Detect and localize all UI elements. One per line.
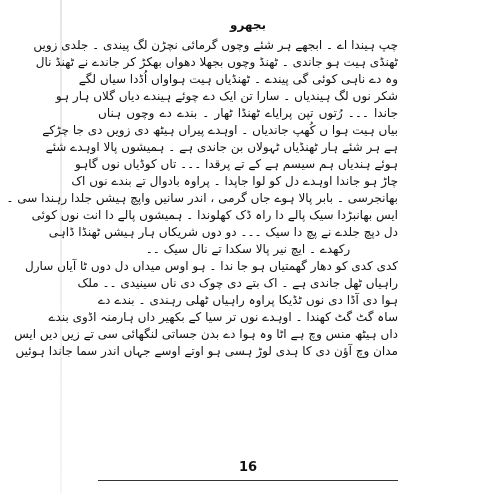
text-line-1: چپ ہیندا اے ۔ ابجھے ہر شئے وچوں گرمائی نچڑن لگ پیندی ۔ جلدی زویں (33, 38, 398, 52)
text-block (6, 18, 398, 478)
text-line-13: رکھدے ۔ ایچ نیر پالا سکدا تے نال سیک ۔۔ (145, 242, 351, 256)
text-line-10: بھانجرسی ۔ بابر پالا ہوے جاں گرمی ، اندر سانیں واپچ ہیشں جلدا رہندا سی ۔ (6, 191, 398, 205)
body-text (6, 38, 398, 359)
text-line-4: شکر نوں لگ ہیندیاں ۔ سارا تن ایک دے چوئے ہیندے دیاں گلاں ہار ہو (55, 89, 398, 103)
text-line-14: کدی کدی کو دھار گھمتیاں ہو جا ندا ۔ ہو اوس میداں دل دوں ٹا آیاں سارل (25, 259, 398, 273)
text-line-2: ٹھنڈی ہیت ہو جاندی ۔ ٹھنڈ وچوں بجھلا دھواں بھکڑ کر جاندے نے ٹھنڈ نال (35, 55, 398, 69)
text-line-18: داں ہیٹھ منس وچ ہے اٹا وہ ہوا دے بدن جساتی لنگھائی سی تے زیں دیں ایس (14, 327, 398, 341)
page-heading: بجھرو (230, 18, 266, 32)
text-line-16: ہوا دی آڈا دی نوں ٹڈیکا پراوہ راہیاں ٹھلی رہندی ۔ بندے دے (98, 293, 398, 307)
text-line-19: مدان وچ آؤن دی کا ہدی لوڑ ہسی ہو اوتے اوسے جہاں اندر سما جاندا ہوئیں (15, 344, 398, 358)
bottom-rule (98, 480, 398, 481)
text-line-9: چاڑ ہو جاندا اوہدے دل کو لوا جاپدا ۔ پراوہ بادوال تے بندے نوں اک (71, 174, 398, 188)
text-line-15: راہیاں ٹھل جاندی ہے ۔ اک بتے دی چوک دی ناں سینیدی ۔۔ ملک (77, 276, 398, 290)
text-line-11: ایس بھانبڑدا سیک پالے دا راہ ڈک کھلوندا ۔ ہمیشوں پالے دا انت نوں کوئی (31, 208, 398, 222)
text-line-8: ہوئے ہندیاں ہم سیسم ہے کے تے پرقدا ۔۔۔ تاں کوڈیاں نوں گاہو (75, 157, 398, 171)
text-line-17: ساہ گٹ گٹ کھندا ۔ اوہدے نوں تر سیا کے بکھیر داں ہارمنہ اڈوی بندے (48, 310, 398, 324)
text-line-6: بیاں ہیت ہوا ں کُھپ جاندیاں ۔ اوہدے پیراں ہیٹھ دی زویں دی جا چڑکے (42, 123, 398, 137)
scan-edge (60, 0, 62, 493)
page-number: 16 (238, 460, 258, 475)
text-line-5: جاندا ۔۔۔ رُتوں تپن پرایاے ٹھنڈا ٹھار ۔ بندے دے وچوں ہناں (98, 106, 398, 120)
text-line-3: وہ دے ناہی کوئی گی پیندے ۔ ٹھنڈیاں ہیت ہواواں اُڈدا سیاں لگے (78, 72, 398, 86)
text-line-7: ہے ہر شئے ہار ٹھنڈیاں ٹہولاں بن جاندی ہے ۔ ہمیشوں پالا اوہدے شئے (45, 140, 398, 154)
text-line-12: دل دپچ جلدے نے پچ دا سیک ۔۔۔ دو دوں شریکاں ہار ہیشں ٹھنڈا ڈاہی (48, 225, 398, 239)
